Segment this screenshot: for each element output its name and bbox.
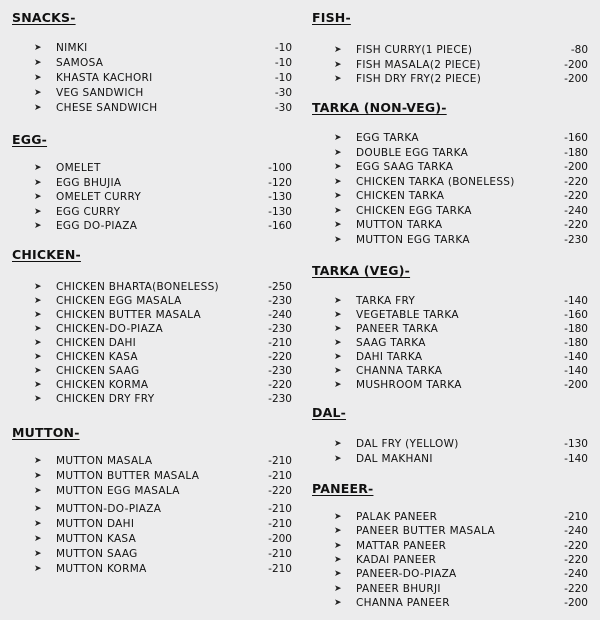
menu-item-name: FISH DRY FRY(2 PIECE): [356, 73, 482, 85]
menu-item-price: -30: [274, 87, 292, 99]
bullet-arrow-icon: ➤: [334, 554, 342, 565]
menu-item: [300, 175, 600, 189]
menu-item-price: -140: [564, 365, 588, 377]
menu-item-name: KHASTA KACHORI: [56, 72, 153, 84]
menu-item-name: SAAG TARKA: [356, 337, 426, 349]
menu-item-price: -160: [268, 220, 292, 233]
bullet-arrow-icon: ➤: [334, 176, 342, 187]
menu-item-price: -220: [564, 582, 588, 595]
bullet-arrow-icon: ➤: [34, 456, 42, 466]
menu-item-name: MUSHROOM TARKA: [356, 379, 462, 391]
menu-item: [300, 43, 600, 57]
menu-item: [0, 56, 300, 70]
bullet-arrow-icon: ➤: [334, 512, 342, 522]
bullet-arrow-icon: ➤: [334, 45, 342, 55]
menu-item: [300, 204, 600, 218]
menu-item-price: -210: [268, 503, 292, 515]
menu-item: [300, 553, 600, 567]
menu-item-price: -220: [564, 553, 588, 566]
menu-item-price: -30: [274, 102, 292, 114]
menu-item-name: CHICKEN EGG TARKA: [356, 204, 472, 217]
bullet-arrow-icon: ➤: [34, 534, 42, 544]
menu-item: [300, 308, 600, 322]
menu-item-name: MUTTON-DO-PIAZA: [56, 503, 162, 515]
section-heading-tarka-veg: TARKA (VEG)-: [312, 263, 411, 278]
bullet-arrow-icon: ➤: [34, 486, 42, 496]
menu-item-price: -210: [268, 337, 292, 349]
menu-item-price: -200: [564, 73, 588, 85]
menu-item-price: -200: [564, 379, 588, 391]
bullet-arrow-icon: ➤: [334, 439, 342, 449]
menu-item-name: DAL MAKHANI: [356, 452, 433, 465]
menu-item-name: CHICKEN-DO-PIAZA: [56, 323, 164, 335]
bullet-arrow-icon: ➤: [334, 453, 342, 464]
bullet-arrow-icon: ➤: [34, 296, 42, 306]
menu-item-name: EGG TARKA: [356, 132, 419, 144]
bullet-arrow-icon: ➤: [34, 221, 42, 232]
menu-item-price: -140: [564, 452, 588, 465]
menu-item: [300, 160, 600, 174]
menu-item-price: -210: [268, 563, 292, 575]
menu-item-name: EGG SAAG TARKA: [356, 161, 454, 173]
bullet-arrow-icon: ➤: [34, 352, 42, 362]
menu-item-name: CHICKEN KASA: [56, 351, 138, 363]
menu-item-price: -220: [268, 485, 292, 497]
menu-item-name: MUTTON TARKA: [356, 219, 443, 231]
bullet-arrow-icon: ➤: [334, 583, 342, 594]
bullet-arrow-icon: ➤: [334, 220, 342, 230]
bullet-arrow-icon: ➤: [334, 234, 342, 245]
menu-item-name: MATTAR PANEER: [356, 539, 447, 552]
menu-item: [300, 189, 600, 203]
bullet-arrow-icon: ➤: [34, 310, 42, 320]
menu-item: [300, 322, 600, 336]
menu-item: [0, 280, 300, 294]
menu-item-price: -100: [268, 162, 292, 174]
menu-item: [0, 454, 300, 468]
menu-item: [0, 86, 300, 100]
menu-item-name: KADAI PANEER: [356, 553, 437, 566]
menu-item-price: -180: [564, 337, 588, 349]
menu-item-name: CHICKEN BHARTA(BONELESS): [56, 281, 219, 293]
menu-item-name: OMELET: [56, 162, 101, 174]
menu-item: [300, 582, 600, 596]
section-heading-chicken: CHICKEN-: [12, 247, 81, 262]
menu-item-name: FISH CURRY(1 PIECE): [356, 44, 473, 56]
bullet-arrow-icon: ➤: [334, 597, 342, 608]
bullet-arrow-icon: ➤: [334, 366, 342, 376]
section-heading-mutton: MUTTON-: [12, 425, 80, 440]
menu-item: [300, 510, 600, 524]
menu-item-price: -10: [274, 72, 292, 84]
menu-item: [300, 596, 600, 610]
menu-item: [300, 350, 600, 364]
menu-item: [300, 72, 600, 86]
menu-item: [0, 308, 300, 322]
menu-item: [0, 336, 300, 350]
menu-item-name: MUTTON SAAG: [56, 548, 138, 560]
menu-item: [0, 322, 300, 336]
menu-item-price: -230: [268, 295, 292, 307]
menu-item: [0, 41, 300, 55]
bullet-arrow-icon: ➤: [34, 324, 42, 334]
menu-item-name: PANEER BHURJI: [356, 582, 441, 595]
menu-item-price: -210: [268, 470, 292, 482]
bullet-arrow-icon: ➤: [34, 564, 42, 574]
bullet-arrow-icon: ➤: [334, 540, 342, 551]
menu-item: [0, 562, 300, 576]
menu-item-name: MUTTON EGG TARKA: [356, 233, 470, 246]
menu-item: [0, 294, 300, 308]
menu-item-name: VEGETABLE TARKA: [356, 309, 459, 321]
menu-item-name: CHICKEN BUTTER MASALA: [56, 309, 202, 321]
menu-item: [300, 437, 600, 451]
menu-item-name: CHESE SANDWICH: [56, 102, 158, 114]
menu-item: [300, 452, 600, 466]
menu-item-name: OMELET CURRY: [56, 191, 142, 204]
menu-item-price: -230: [268, 393, 292, 405]
menu-item-name: CHICKEN TARKA (BONELESS): [356, 175, 515, 188]
menu-item-name: FISH MASALA(2 PIECE): [356, 58, 481, 71]
bullet-arrow-icon: ➤: [34, 380, 42, 390]
bullet-arrow-icon: ➤: [334, 352, 342, 362]
menu-item-name: EGG DO-PIAZA: [56, 220, 138, 233]
menu-item-price: -220: [268, 379, 292, 391]
menu-item: [0, 532, 300, 546]
bullet-arrow-icon: ➤: [34, 471, 42, 481]
menu-item-name: MUTTON EGG MASALA: [56, 485, 180, 497]
bullet-arrow-icon: ➤: [34, 88, 42, 98]
bullet-arrow-icon: ➤: [34, 163, 42, 173]
menu-item-price: -230: [564, 233, 588, 246]
menu-item: [0, 71, 300, 85]
bullet-arrow-icon: ➤: [334, 324, 342, 334]
menu-item-name: PANEER-DO-PIAZA: [356, 568, 457, 581]
menu-item: [0, 469, 300, 483]
menu-item-price: -180: [564, 146, 588, 159]
menu-item-price: -200: [564, 161, 588, 173]
menu-item-price: -120: [268, 176, 292, 189]
bullet-arrow-icon: ➤: [334, 380, 342, 390]
menu-item-name: VEG SANDWICH: [56, 87, 144, 99]
bullet-arrow-icon: ➤: [34, 366, 42, 376]
menu-item-price: -220: [564, 539, 588, 552]
menu-item-name: CHICKEN DRY FRY: [56, 393, 155, 405]
bullet-arrow-icon: ➤: [334, 59, 342, 70]
bullet-arrow-icon: ➤: [334, 338, 342, 348]
bullet-arrow-icon: ➤: [34, 206, 42, 217]
menu-item-price: -10: [274, 57, 292, 69]
menu-item: [0, 484, 300, 498]
menu-item-name: EGG BHUJIA: [56, 176, 122, 189]
menu-item: [300, 146, 600, 160]
menu-item: [300, 218, 600, 232]
bullet-arrow-icon: ➤: [34, 394, 42, 404]
menu-item: [0, 101, 300, 115]
menu-item-name: DOUBLE EGG TARKA: [356, 146, 469, 159]
menu-item-name: CHANNA PANEER: [356, 596, 450, 609]
bullet-arrow-icon: ➤: [34, 504, 42, 514]
menu-item-price: -230: [268, 323, 292, 335]
bullet-arrow-icon: ➤: [34, 58, 42, 68]
menu-item-name: PANEER BUTTER MASALA: [356, 525, 495, 538]
menu-item: [300, 539, 600, 553]
menu-item: [0, 161, 300, 175]
menu-item-price: -80: [570, 44, 588, 56]
menu-item: [300, 567, 600, 581]
menu-item-price: -250: [268, 281, 292, 293]
menu-item-name: CHICKEN TARKA: [356, 190, 445, 202]
section-heading-egg: EGG-: [12, 132, 48, 147]
menu-item-name: CHICKEN EGG MASALA: [56, 295, 182, 307]
menu-item-price: -210: [268, 455, 292, 467]
menu-item: [300, 58, 600, 72]
bullet-arrow-icon: ➤: [34, 549, 42, 559]
menu-item-price: -130: [268, 191, 292, 204]
menu-item-price: -160: [564, 309, 588, 321]
menu-item: [0, 517, 300, 531]
menu-item-name: MUTTON BUTTER MASALA: [56, 470, 200, 482]
menu-item: [0, 502, 300, 516]
section-heading-fish: FISH-: [312, 10, 351, 25]
menu-item-price: -210: [268, 548, 292, 560]
menu-item: [0, 350, 300, 364]
bullet-arrow-icon: ➤: [334, 569, 342, 580]
bullet-arrow-icon: ➤: [334, 74, 342, 84]
menu-item-price: -130: [268, 205, 292, 218]
menu-item-name: DAL FRY (YELLOW): [356, 438, 459, 450]
section-heading-tarka-non-veg: TARKA (NON-VEG)-: [312, 100, 447, 115]
menu-item: [0, 219, 300, 233]
menu-item-name: SAMOSA: [56, 57, 104, 69]
menu-item-name: PALAK PANEER: [356, 511, 438, 523]
menu-item: [300, 378, 600, 392]
menu-item: [300, 294, 600, 308]
menu-item-price: -220: [564, 219, 588, 231]
menu-item-name: CHICKEN KORMA: [56, 379, 149, 391]
menu-item-price: -130: [564, 438, 588, 450]
bullet-arrow-icon: ➤: [334, 191, 342, 201]
bullet-arrow-icon: ➤: [34, 73, 42, 83]
menu-item-name: CHICKEN SAAG: [56, 365, 140, 377]
bullet-arrow-icon: ➤: [34, 519, 42, 529]
menu-item: [300, 336, 600, 350]
menu-item-price: -240: [564, 525, 588, 538]
menu-item-price: -200: [564, 58, 588, 71]
menu-item: [0, 547, 300, 561]
menu-item-price: -180: [564, 323, 588, 335]
menu-item-price: -140: [564, 351, 588, 363]
menu-item-price: -240: [268, 309, 292, 321]
bullet-arrow-icon: ➤: [34, 103, 42, 113]
menu-item-price: -200: [564, 596, 588, 609]
bullet-arrow-icon: ➤: [334, 133, 342, 143]
menu-item: [300, 364, 600, 378]
menu-item-price: -240: [564, 568, 588, 581]
menu-item-name: CHANNA TARKA: [356, 365, 443, 377]
menu-item-name: PANEER TARKA: [356, 323, 439, 335]
menu-item: [300, 524, 600, 538]
bullet-arrow-icon: ➤: [34, 43, 42, 53]
menu-item-price: -240: [564, 204, 588, 217]
menu-item-price: -220: [564, 190, 588, 202]
menu-item-price: -220: [564, 175, 588, 188]
bullet-arrow-icon: ➤: [334, 162, 342, 172]
bullet-arrow-icon: ➤: [334, 526, 342, 537]
menu-item: [300, 233, 600, 247]
menu-item: [0, 392, 300, 406]
menu-item-name: MUTTON KASA: [56, 533, 137, 545]
menu-item-price: -200: [268, 533, 292, 545]
menu-item: [300, 131, 600, 145]
menu-item-name: NIMKI: [56, 42, 88, 54]
menu-item: [0, 190, 300, 204]
menu-item-price: -230: [268, 365, 292, 377]
section-heading-paneer: PANEER-: [312, 481, 374, 496]
menu-item: [0, 378, 300, 392]
menu-item-name: DAHI TARKA: [356, 351, 423, 363]
menu-item-name: MUTTON KORMA: [56, 563, 147, 575]
bullet-arrow-icon: ➤: [334, 296, 342, 306]
bullet-arrow-icon: ➤: [34, 192, 42, 203]
menu-item-price: -210: [268, 518, 292, 530]
menu-item-name: MUTTON MASALA: [56, 455, 153, 467]
bullet-arrow-icon: ➤: [334, 147, 342, 158]
section-heading-dal: DAL-: [312, 405, 347, 420]
menu-item: [0, 364, 300, 378]
bullet-arrow-icon: ➤: [34, 177, 42, 188]
menu-item-price: -220: [268, 351, 292, 363]
menu-item-price: -160: [564, 132, 588, 144]
section-heading-snacks: SNACKS-: [12, 10, 76, 25]
menu-item: [0, 205, 300, 219]
bullet-arrow-icon: ➤: [34, 282, 42, 292]
bullet-arrow-icon: ➤: [334, 310, 342, 320]
menu-item-price: -210: [564, 511, 588, 523]
menu-item-name: CHICKEN DAHI: [56, 337, 137, 349]
menu-item-name: EGG CURRY: [56, 205, 121, 218]
menu-item-name: MUTTON DAHI: [56, 518, 135, 530]
menu-item-price: -140: [564, 295, 588, 307]
menu-item-price: -10: [274, 42, 292, 54]
bullet-arrow-icon: ➤: [34, 338, 42, 348]
bullet-arrow-icon: ➤: [334, 205, 342, 216]
menu-item-name: TARKA FRY: [356, 295, 416, 307]
menu-item: [0, 176, 300, 190]
